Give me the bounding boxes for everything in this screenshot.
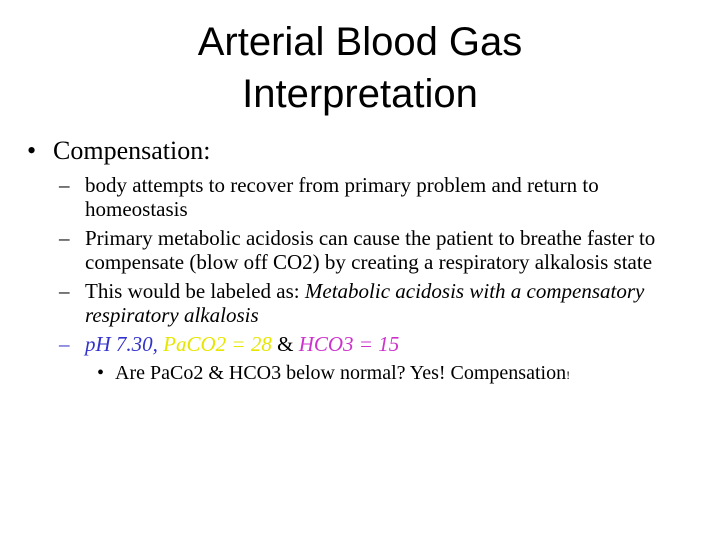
bullet-compensation (0, 134, 720, 168)
hco3-value: HCO3 = 15 (298, 332, 400, 356)
title-line-1: Arterial Blood Gas (197, 20, 523, 64)
sub-bullet-3 (0, 279, 720, 327)
bullet-compensation-text: Compensation: (53, 136, 211, 165)
sub-bullet-2-text: Primary metabolic acidosis can cause the patient to breathe faster to compensate (blow off CO2) by creating a respiratory alkalosis state (85, 226, 656, 274)
paco2-value: PaCO2 = 28 (163, 332, 272, 356)
sub-bullet-1-text: body attempts to recover from primary problem and return to homeostasis (85, 173, 599, 221)
title-line-2: Interpretation (242, 72, 478, 116)
dash-icon: – (59, 279, 70, 303)
bullet-dot-icon: • (27, 136, 37, 165)
sub-bullet-4 (0, 332, 720, 356)
sub-bullet-3-italic: Metabolic acidosis with a compensatory respiratory alkalosis (85, 279, 645, 327)
bullet-dot-icon: • (97, 362, 105, 384)
slide-title (0, 16, 720, 120)
ph-value: pH 7.30, (85, 332, 164, 356)
sub-sub-bullet-1 (0, 360, 720, 388)
sub-bullet-3-prefix: This would be labeled as: (85, 279, 305, 303)
dash-icon: – (59, 173, 70, 197)
ampersand: & (271, 332, 299, 356)
dash-icon: – (59, 332, 70, 356)
dash-icon: – (59, 226, 70, 250)
slide-body (0, 134, 720, 388)
sub-bullet-1 (0, 173, 720, 221)
sub-sub-bullet-1-text: Are PaCo2 & HCO3 below normal? Yes! Compensation (115, 362, 567, 384)
sub-sub-bullet-1-end: ! (566, 368, 571, 382)
sub-bullet-2 (0, 226, 720, 274)
